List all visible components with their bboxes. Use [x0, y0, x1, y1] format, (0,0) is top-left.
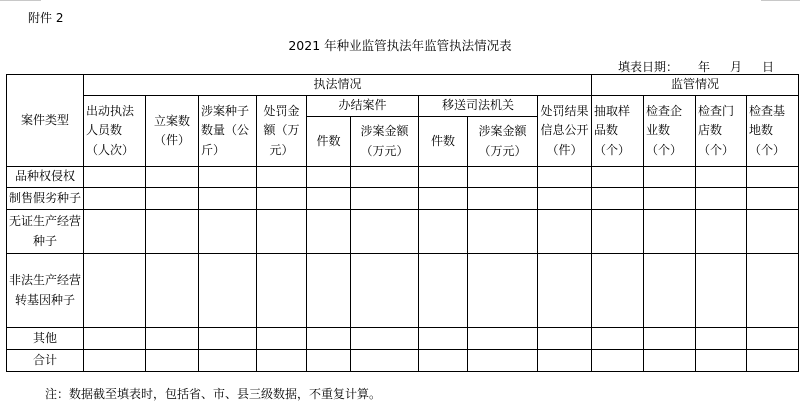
data-cell[interactable] [257, 210, 307, 254]
data-cell[interactable] [257, 167, 307, 188]
data-cell[interactable] [696, 167, 747, 188]
row-label: 合计 [7, 350, 84, 372]
data-cell[interactable] [468, 188, 538, 210]
footnote: 注：数据截至填表时，包括省、市、县三级数据，不重复计算。 [45, 387, 382, 401]
fill-date [618, 58, 774, 75]
data-cell[interactable] [538, 210, 592, 254]
data-cell[interactable] [199, 167, 257, 188]
data-cell[interactable] [468, 350, 538, 372]
data-cell[interactable] [468, 210, 538, 254]
data-cell[interactable] [146, 167, 199, 188]
data-cell[interactable] [351, 188, 419, 210]
data-cell[interactable] [307, 210, 351, 254]
data-cell[interactable] [644, 350, 696, 372]
fill-date-month: 月 [730, 60, 743, 74]
data-cell[interactable] [84, 254, 146, 328]
col-check-bases: 检查基地数（个） [747, 96, 799, 167]
row-label: 品种权侵权 [7, 167, 84, 188]
data-cell[interactable] [644, 254, 696, 328]
data-cell[interactable] [146, 188, 199, 210]
data-cell[interactable] [592, 210, 644, 254]
data-cell[interactable] [307, 328, 351, 350]
table-row [7, 167, 799, 188]
data-cell[interactable] [199, 254, 257, 328]
data-cell[interactable] [592, 350, 644, 372]
data-cell[interactable] [307, 188, 351, 210]
data-cell[interactable] [419, 167, 468, 188]
col-fine: 处罚金额（万元） [257, 96, 307, 167]
col-check-stores: 检查门店数（个） [696, 96, 747, 167]
data-cell[interactable] [257, 254, 307, 328]
data-cell[interactable] [419, 254, 468, 328]
top-rule-left [0, 0, 41, 1]
data-cell[interactable] [84, 188, 146, 210]
data-cell[interactable] [644, 328, 696, 350]
data-cell[interactable] [538, 328, 592, 350]
col-personnel: 出动执法人员数（人次） [84, 96, 146, 167]
row-label: 无证生产经营种子 [7, 210, 84, 254]
data-cell[interactable] [538, 350, 592, 372]
data-cell[interactable] [538, 188, 592, 210]
data-cell[interactable] [307, 167, 351, 188]
data-cell[interactable] [146, 254, 199, 328]
table-row [7, 254, 799, 328]
data-cell[interactable] [307, 350, 351, 372]
data-cell[interactable] [419, 210, 468, 254]
data-cell[interactable] [146, 350, 199, 372]
enforcement-table [6, 74, 799, 372]
data-cell[interactable] [84, 167, 146, 188]
data-cell[interactable] [696, 328, 747, 350]
row-label: 其他 [7, 328, 84, 350]
subcol-concluded-amount: 涉案金额（万元） [351, 117, 419, 167]
data-cell[interactable] [468, 328, 538, 350]
top-rule-right [761, 0, 800, 1]
data-cell[interactable] [199, 350, 257, 372]
data-cell[interactable] [419, 188, 468, 210]
data-cell[interactable] [257, 350, 307, 372]
data-cell[interactable] [592, 328, 644, 350]
table-row [7, 188, 799, 210]
data-cell[interactable] [747, 328, 799, 350]
data-cell[interactable] [351, 328, 419, 350]
table-row [7, 210, 799, 254]
data-cell[interactable] [419, 328, 468, 350]
data-cell[interactable] [592, 254, 644, 328]
col-disclosure: 处罚结果信息公开（件） [538, 96, 592, 167]
data-cell[interactable] [696, 350, 747, 372]
data-cell[interactable] [419, 350, 468, 372]
data-cell[interactable] [696, 254, 747, 328]
data-cell[interactable] [644, 188, 696, 210]
data-cell[interactable] [644, 167, 696, 188]
data-cell[interactable] [468, 254, 538, 328]
fill-date-day: 日 [762, 60, 775, 74]
data-cell[interactable] [307, 254, 351, 328]
data-cell[interactable] [199, 188, 257, 210]
data-cell[interactable] [146, 210, 199, 254]
row-label: 制售假劣种子 [7, 188, 84, 210]
data-cell[interactable] [257, 188, 307, 210]
data-cell[interactable] [257, 328, 307, 350]
subcol-concluded-count: 件数 [307, 117, 351, 167]
data-cell[interactable] [84, 210, 146, 254]
data-cell[interactable] [351, 350, 419, 372]
supervision-group-header: 监管情况 [592, 75, 799, 96]
fill-date-label: 填表日期： [618, 60, 679, 74]
table-row [7, 350, 799, 372]
data-cell[interactable] [538, 254, 592, 328]
col-sample-count: 抽取样品数（个） [592, 96, 644, 167]
enforcement-group-header: 执法情况 [84, 75, 592, 96]
data-cell[interactable] [747, 188, 799, 210]
data-cell[interactable] [592, 167, 644, 188]
case-type-header: 案件类型 [7, 75, 84, 167]
data-cell[interactable] [747, 210, 799, 254]
data-cell[interactable] [351, 210, 419, 254]
data-cell[interactable] [696, 188, 747, 210]
subcol-transferred-amount: 涉案金额（万元） [468, 117, 538, 167]
data-cell[interactable] [351, 254, 419, 328]
col-concluded-group: 办结案件 [307, 96, 419, 117]
attachment-label: 附件 2 [28, 11, 64, 25]
row-label: 非法生产经营转基因种子 [7, 254, 84, 328]
data-cell[interactable] [199, 328, 257, 350]
data-cell[interactable] [146, 328, 199, 350]
table-row [7, 328, 799, 350]
data-cell[interactable] [696, 210, 747, 254]
col-cases-filed: 立案数（件） [146, 96, 199, 167]
data-cell[interactable] [468, 167, 538, 188]
data-cell[interactable] [747, 167, 799, 188]
data-cell[interactable] [199, 210, 257, 254]
table-body [7, 167, 799, 372]
data-cell[interactable] [644, 210, 696, 254]
data-cell[interactable] [84, 328, 146, 350]
data-cell[interactable] [351, 167, 419, 188]
data-cell[interactable] [84, 350, 146, 372]
fill-date-year: 年 [698, 60, 711, 74]
page-title: 2021 年种业监管执法年监管执法情况表 [288, 38, 512, 53]
data-cell[interactable] [538, 167, 592, 188]
subcol-transferred-count: 件数 [419, 117, 468, 167]
data-cell[interactable] [592, 188, 644, 210]
col-seed-qty: 涉案种子数量（公斤） [199, 96, 257, 167]
col-check-enterprises: 检查企业数（个） [644, 96, 696, 167]
col-transferred-group: 移送司法机关 [419, 96, 538, 117]
data-cell[interactable] [747, 350, 799, 372]
data-cell[interactable] [747, 254, 799, 328]
